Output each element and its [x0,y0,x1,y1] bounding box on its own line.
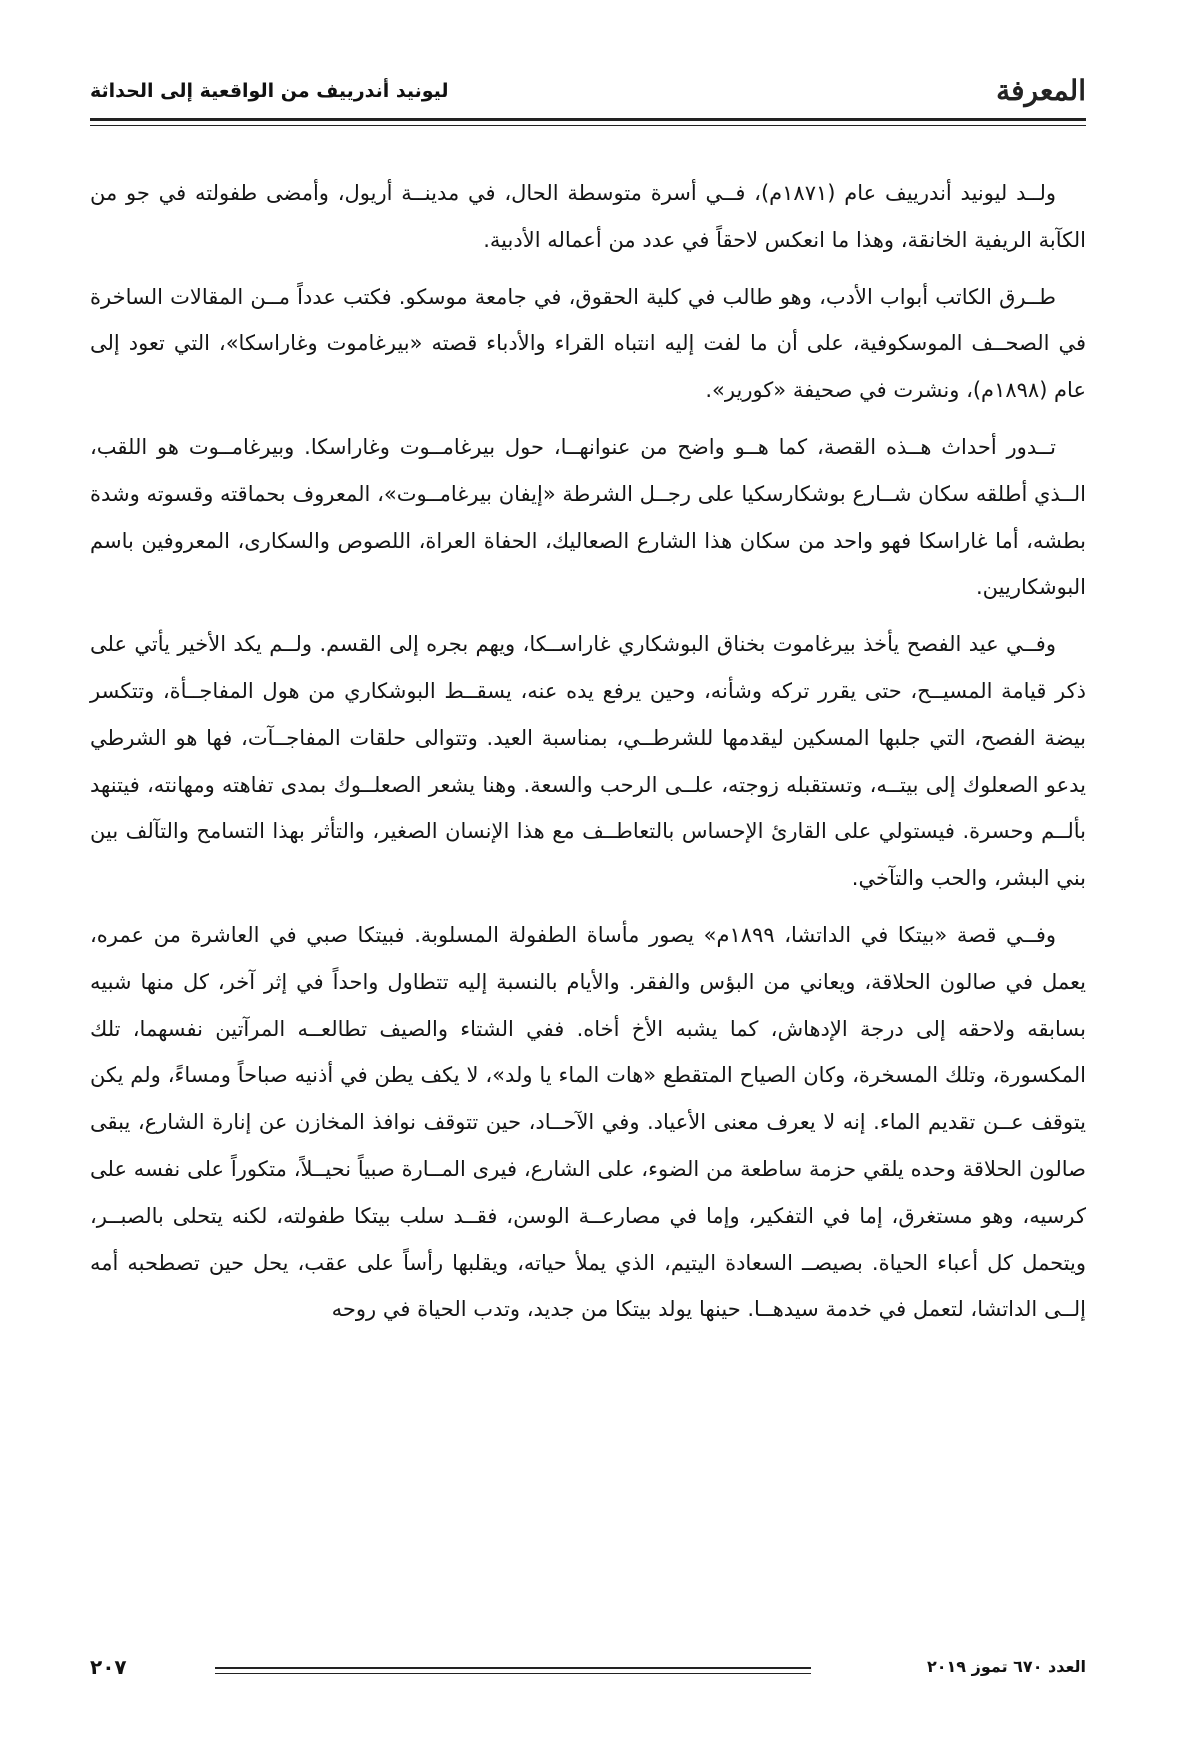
article-body [90,170,1086,1343]
header-rule-thick [90,118,1086,121]
running-title: ليونيد أندرييف من الواقعية إلى الحداثة [90,80,449,102]
footer-rule-top [215,1667,811,1669]
page-footer [90,1655,1086,1685]
page-number: ٢٠٧ [90,1655,127,1679]
paragraph-2: طــرق الكاتب أبواب الأدب، وهو طالب في كلية الحقوق، في جامعة موسكو. فكتب عدداً مــن المقالات الساخرة في الصحــف الموسكوفية، على أن ما لفت إليه انتباه القراء والأدباء قصته «بيرغاموت وغاراسكا»، التي تعود إلى عام (١٨٩٨م)، ونشرت في صحيفة «كورير». [90,284,1086,403]
issue-info: العدد ٦٧٠ تموز ٢٠١٩ [926,1657,1086,1676]
paragraph-1: ولــد ليونيد أندرييف عام (١٨٧١م)، فــي أسرة متوسطة الحال، في مدينــة أريول، وأمضى طفولته في جو من الكآبة الريفية الخانقة، وهذا ما انعكس لاحقاً في عدد من أعماله الأدبية. [90,181,1086,252]
footer-rule-bottom [215,1673,811,1674]
magazine-logo: المعرفة [996,74,1086,107]
paragraph-3: تــدور أحداث هــذه القصة، كما هــو واضح من عنوانهــا، حول بيرغامــوت وغاراسكا. وبيرغامــوت هو اللقب، الــذي أطلقه سكان شــارع بوشكارسكيا على رجــل الشرطة «إيفان بيرغامــوت»، المعروف بحماقته وقسوته وشدة بطشه، أما غاراسكا فهو واحد من سكان هذا الشارع الصعاليك، الحفاة العراة، اللصوص والسكارى، المعروفين باسم البوشكاريين. [90,434,1086,600]
paragraph-4: وفــي عيد الفصح يأخذ بيرغاموت بخناق البوشكاري غاراســكا، ويهم بجره إلى القسم. ولــم يكد الأخير يأتي على ذكر قيامة المسيــح، حتى يقرر تركه وشأنه، وحين يرفع يده عنه، يسقــط البوشكاري من هول المفاجــأة، وتتكسر بيضة الفصح، التي جلبها المسكين ليقدمها للشرطــي، بمناسبة العيد. وتتوالى حلقات المفاجــآت، فها هو الشرطي يدعو الصعلوك إلى بيتــه، وتستقبله زوجته، علــى الرحب والسعة. وهنا يشعر الصعلــوك بمدى تفاهته ومهانته، فيتنهد بألــم وحسرة. فيستولي على القارئ الإحساس بالتعاطــف مع هذا الإنسان الصغير، والتأثر بهذا التسامح والتآلف بين بني البشر، والحب والتآخي. [90,632,1086,891]
header-rule-thin [90,125,1086,126]
paragraph-5: وفــي قصة «بيتكا في الداتشا، ١٨٩٩م» يصور مأساة الطفولة المسلوبة. فبيتكا صبي في العاشرة من عمره، يعمل في صالون الحلاقة، ويعاني من البؤس والفقر. والأيام بالنسبة إليه تتطاول واحداً في إثر آخر، كل منها شبيه بسابقه ولاحقه إلى درجة الإدهاش، كما يشبه الأخ أخاه. ففي الشتاء والصيف تطالعــه المرآتين نفسهما، تلك المكسورة، وتلك المسخرة، وكان الصياح المتقطع «هات الماء يا ولد»، لا يكف يطن في أذنيه صباحاً ومساءً، ولم يكن يتوقف عــن تقديم الماء. إنه لا يعرف معنى الأعياد. وفي الآحــاد، حين تتوقف نوافذ المخازن عن إنارة الشارع، يبقى صالون الحلاقة وحده يلقي حزمة ساطعة من الضوء، على الشارع، فيرى المــارة صبياً نحيــلاً، متكوراً على نفسه على كرسيه، وهو مستغرق، إما في التفكير، وإما في مصارعــة الوسن، فقــد سلب بيتكا طفولته، لكنه يتحلى بالصبــر، ويتحمل كل أعباء الحياة. بصيصــ السعادة اليتيم، الذي يملأ حياته، ويقلبها رأساً على عقب، يحل حين تصطحبه أمه إلــى الداتشا، لتعمل في خدمة سيدهــا. حينها يولد بيتكا من جديد، وتدب الحياة في روحه [90,922,1086,1322]
